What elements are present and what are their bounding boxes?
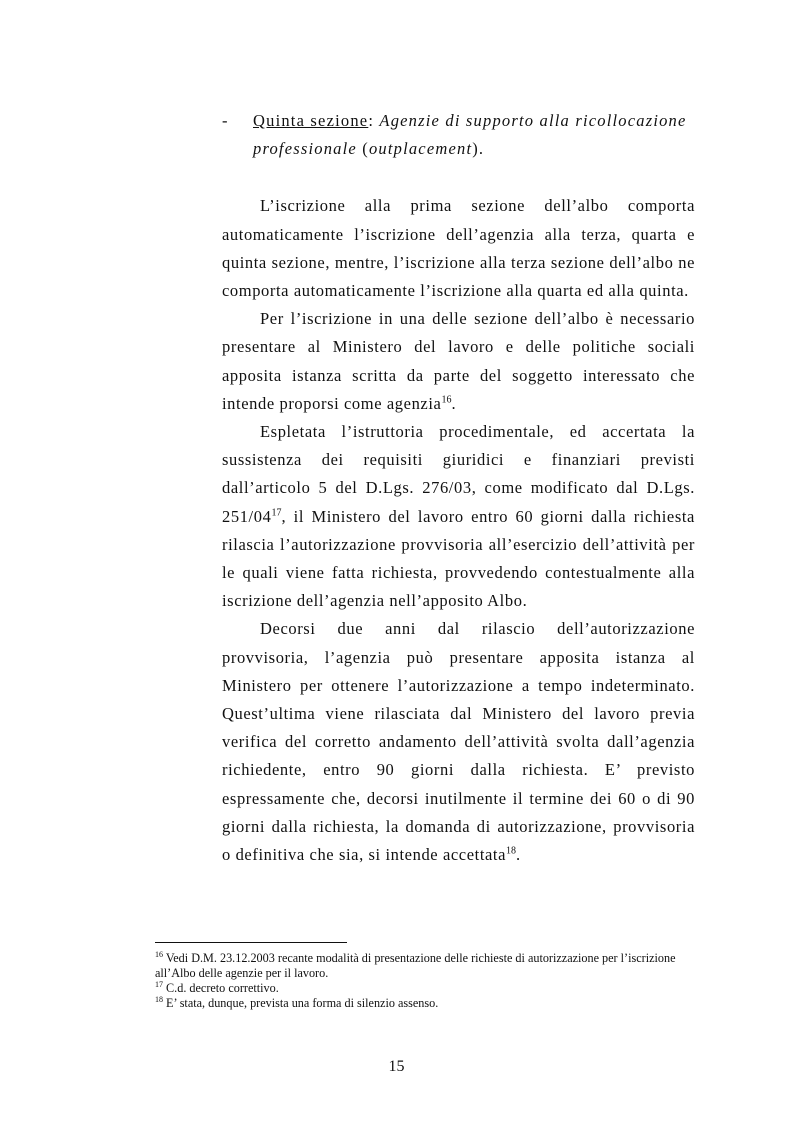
paragraph-tail: .	[516, 845, 521, 865]
paren-open: (	[356, 139, 369, 159]
paragraph-tail: , il Ministero del lavoro entro 60 giorni dalla richiesta rilascia l’autorizzazione provvisoria all’esercizio dell’attività per le quali viene fatta richiesta, provvedendo contestualmente alla iscrizione dell’agenzia nell’apposito Albo.	[222, 506, 695, 611]
footnote-ref[interactable]: 17	[271, 507, 282, 519]
paren-close: ).	[472, 139, 485, 159]
footnote-ref[interactable]: 16	[441, 394, 452, 406]
footnote	[155, 981, 695, 996]
section-title: Agenzie di supporto alla ricollocazione professionale	[253, 111, 687, 159]
page-number: 15	[388, 1058, 405, 1075]
footnote-text: Vedi D.M. 23.12.2003 recante modalità di presentazione delle richieste di autorizzazione per l’iscrizione all’Albo delle agenzie per il lavoro.	[155, 951, 676, 980]
paragraph	[222, 305, 695, 418]
spacer	[222, 163, 695, 192]
footnote-text: E’ stata, dunque, prevista una forma di silenzio assenso.	[163, 996, 439, 1010]
bullet-item-quinta-sezione	[222, 107, 695, 163]
section-label: Quinta sezione	[253, 111, 369, 130]
paragraph	[222, 418, 695, 615]
paragraph-text: Decorsi due anni dal rilascio dell’autorizzazione provvisoria, l’agenzia può presentare apposita istanza al Ministero per ottenere l’autorizzazione a tempo indeterminato. Quest’ultima viene rilasciata dal Ministero del lavoro previa verifica del corretto andamento dell’attività svolta dall’agenzia richiedente, entro 90 giorni dalla richiesta. E’ previsto espressamente che, decorsi inutilmente il termine dei 60 o di 90 giorni dalla richiesta, la domanda di autorizzazione, provvisoria o definitiva che sia, si intende accettata	[222, 619, 695, 865]
footnote	[155, 951, 695, 981]
paragraph	[222, 615, 695, 869]
footnote-separator	[155, 942, 347, 943]
paragraph-text: L’iscrizione alla prima sezione dell’albo comporta automaticamente l’iscrizione dell’agenzia alla terza, quarta e quinta sezione, mentre, l’iscrizione alla terza sezione dell’albo ne comporta automaticamente l’iscrizione alla quarta ed alla quinta.	[222, 196, 695, 301]
bullet-dash: -	[222, 111, 229, 130]
footnote-number: 17	[155, 979, 163, 989]
footnotes	[155, 951, 695, 1011]
footnote-ref[interactable]: 18	[506, 845, 517, 857]
footnote-text: C.d. decreto correttivo.	[163, 981, 279, 995]
main-text	[222, 107, 695, 869]
footnote-number: 18	[155, 994, 163, 1004]
bullet-colon: :	[368, 111, 380, 130]
paragraph-text: Per l’iscrizione in una delle sezione dell’albo è necessario presentare al Ministero del lavoro e delle politiche sociali apposita istanza scritta da parte del soggetto interessato che intende proporsi come agenzia	[222, 309, 695, 413]
footnote-number: 16	[155, 949, 163, 959]
paragraph	[222, 192, 695, 305]
paragraph-tail: .	[451, 393, 457, 413]
section-subtitle: outplacement	[368, 139, 473, 159]
paragraph-text: Espletata l’istruttoria procedimentale, ed accertata la sussistenza dei requisiti giuridici e finanziari previsti dall’articolo 5 del D.Lgs. 276/03, come modificato dal D.Lgs. 251/04	[222, 422, 695, 526]
footnote	[155, 996, 695, 1011]
